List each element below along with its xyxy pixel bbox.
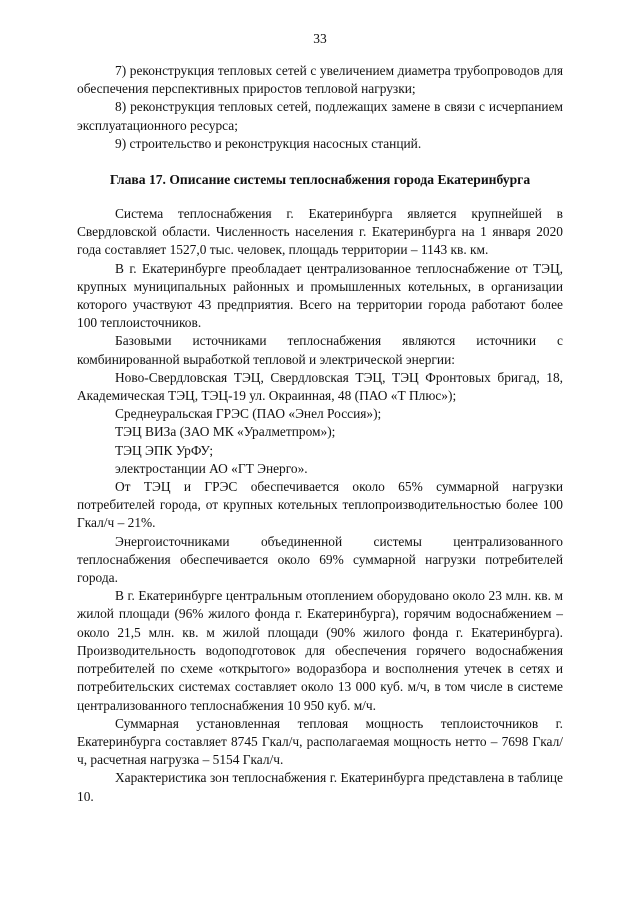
paragraph: Базовыми источниками теплоснабжения являются источники с комбинированной выработкой тепловой и электрической энергии: [77, 333, 563, 367]
document-body [77, 62, 563, 806]
paragraph: Среднеуральская ГРЭС (ПАО «Энел Россия»); [115, 406, 382, 422]
paragraph: электростанции АО «ГТ Энерго». [115, 460, 308, 476]
page-number: 33 [313, 31, 327, 46]
paragraph: ТЭЦ ЭПК УрФУ; [115, 442, 214, 458]
paragraph: Энергоисточниками объединенной системы централизованного теплоснабжения обеспечивается около 69% суммарной нагрузки потребителей города. [77, 533, 563, 586]
paragraph: В г. Екатеринбурге центральным отоплением оборудовано около 23 млн. кв. м жилой площади (96% жилого фонда г. Екатеринбурга), горячим водоснабжением – около 21,5 млн. кв. м жилой площади (90% жилого фонда г. Екатеринбурга). Производительность водоподготовок для обеспечения горячего водоснабжения потребителей по схеме «открытого» водоразбора и восполнения утечек в сетях и потребительских системах составляет около 13 000 куб. м/ч, в том числе в системе централизованного теплоснабжения 10 950 куб. м/ч. [77, 588, 563, 713]
paragraph: Ново-Свердловская ТЭЦ, Свердловская ТЭЦ, ТЭЦ Фронтовых бригад, 18, Академическая ТЭЦ, ТЭЦ-19 ул. Окраинная, 48 (ПАО «Т Плюс»); [77, 369, 563, 404]
chapter-title: Глава 17. Описание системы теплоснабжения города Екатеринбурга [109, 172, 531, 188]
paragraph: От ТЭЦ и ГРЭС обеспечивается около 65% суммарной нагрузки потребителей города, от крупных котельных теплопроизводительностью более 100 Гкал/ч – 21%. [77, 479, 563, 531]
paragraph: В г. Екатеринбурге преобладает централизованное теплоснабжение от ТЭЦ, крупных муниципальных районных и промышленных котельных, в организации которого участвуют 43 предприятия. Всего на территории города работают более 100 теплоисточников. [77, 260, 563, 331]
paragraph: Характеристика зон теплоснабжения г. Екатеринбурга представлена в таблице 10. [77, 770, 563, 804]
paragraph: Суммарная установленная тепловая мощность теплоисточников г. Екатеринбурга составляет 8745 Гкал/ч, располагаемая мощность нетто – 7698 Гкал/ч, расчетная нагрузка – 5154 Гкал/ч. [77, 715, 563, 768]
paragraph: ТЭЦ ВИЗа (ЗАО МК «Уралметпром»); [115, 424, 336, 440]
list-item: 7) реконструкция тепловых сетей с увеличением диаметра трубопроводов для обеспечения перспективных приростов тепловой нагрузки; [77, 63, 563, 97]
list-item: 8) реконструкция тепловых сетей, подлежащих замене в связи с исчерпанием эксплуатационного ресурса; [77, 99, 563, 133]
list-item: 9) строительство и реконструкция насосных станций. [115, 135, 422, 151]
paragraph: Система теплоснабжения г. Екатеринбурга является крупнейшей в Свердловской области. Численность населения г. Екатеринбурга на 1 января 2020 года составляет 1527,0 тыс. человек, площадь территории – 1143 кв. км. [77, 206, 563, 258]
